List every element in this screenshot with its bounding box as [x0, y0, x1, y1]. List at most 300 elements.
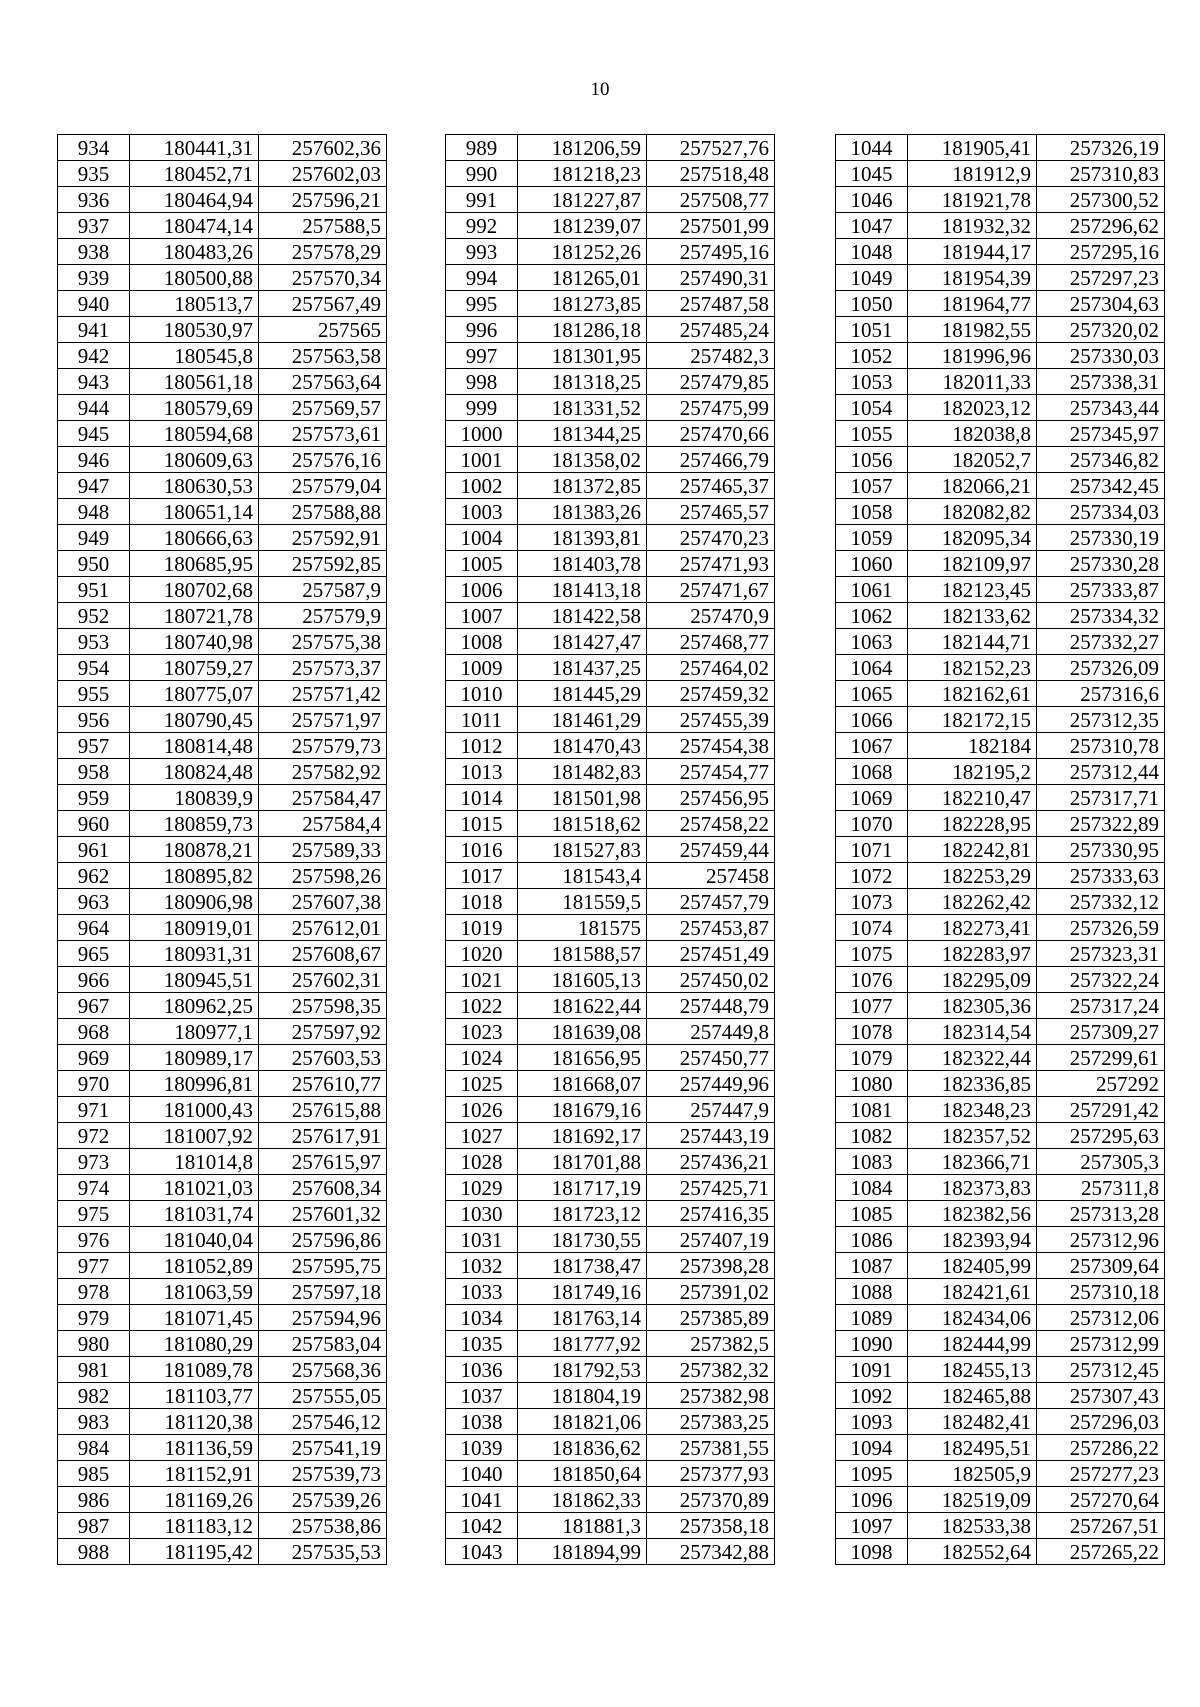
point-number-cell: 970: [58, 1071, 130, 1097]
x-coordinate-cell: 182314,54: [908, 1019, 1037, 1045]
point-number-cell: 945: [58, 421, 130, 447]
x-coordinate-cell: 181518,62: [518, 811, 647, 837]
x-coordinate-cell: 181437,25: [518, 655, 647, 681]
table-row: [58, 1357, 387, 1383]
table-row: [836, 655, 1165, 681]
x-coordinate-cell: 182162,61: [908, 681, 1037, 707]
x-coordinate-cell: 180977,1: [130, 1019, 259, 1045]
table-row: [446, 759, 775, 785]
point-number-cell: 1067: [836, 733, 908, 759]
table-row: [446, 473, 775, 499]
table-row: [836, 915, 1165, 941]
table-row: [836, 1045, 1165, 1071]
point-number-cell: 1084: [836, 1175, 908, 1201]
y-coordinate-cell: 257598,35: [259, 993, 387, 1019]
y-coordinate-cell: 257343,44: [1037, 395, 1165, 421]
x-coordinate-cell: 181007,92: [130, 1123, 259, 1149]
x-coordinate-cell: 180824,48: [130, 759, 259, 785]
y-coordinate-cell: 257332,12: [1037, 889, 1165, 915]
table-row: [836, 187, 1165, 213]
y-coordinate-cell: 257596,21: [259, 187, 387, 213]
table-row: [58, 447, 387, 473]
y-coordinate-cell: 257602,36: [259, 135, 387, 161]
table-row: [836, 1149, 1165, 1175]
x-coordinate-cell: 181000,43: [130, 1097, 259, 1123]
x-coordinate-cell: 180759,27: [130, 655, 259, 681]
table-row: [58, 473, 387, 499]
y-coordinate-cell: 257370,89: [647, 1487, 775, 1513]
y-coordinate-cell: 257310,18: [1037, 1279, 1165, 1305]
point-number-cell: 1031: [446, 1227, 518, 1253]
y-coordinate-cell: 257487,58: [647, 291, 775, 317]
table-row: [446, 1253, 775, 1279]
table-row: [836, 733, 1165, 759]
point-number-cell: 947: [58, 473, 130, 499]
x-coordinate-cell: 181605,13: [518, 967, 647, 993]
x-coordinate-cell: 182405,99: [908, 1253, 1037, 1279]
y-coordinate-cell: 257563,58: [259, 343, 387, 369]
table-row: [446, 447, 775, 473]
x-coordinate-cell: 182011,33: [908, 369, 1037, 395]
table-row: [446, 863, 775, 889]
x-coordinate-cell: 181717,19: [518, 1175, 647, 1201]
x-coordinate-cell: 181052,89: [130, 1253, 259, 1279]
y-coordinate-cell: 257334,03: [1037, 499, 1165, 525]
point-number-cell: 1098: [836, 1539, 908, 1565]
y-coordinate-cell: 257579,73: [259, 733, 387, 759]
table-row: [836, 1409, 1165, 1435]
y-coordinate-cell: 257541,19: [259, 1435, 387, 1461]
y-coordinate-cell: 257320,02: [1037, 317, 1165, 343]
x-coordinate-cell: 181575: [518, 915, 647, 941]
y-coordinate-cell: 257546,12: [259, 1409, 387, 1435]
x-coordinate-cell: 182382,56: [908, 1201, 1037, 1227]
point-number-cell: 991: [446, 187, 518, 213]
x-coordinate-cell: 182152,23: [908, 655, 1037, 681]
x-coordinate-cell: 182253,29: [908, 863, 1037, 889]
table-row: [446, 1487, 775, 1513]
table-row: [58, 603, 387, 629]
table-row: [836, 577, 1165, 603]
x-coordinate-cell: 182023,12: [908, 395, 1037, 421]
y-coordinate-cell: 257582,92: [259, 759, 387, 785]
x-coordinate-cell: 182273,41: [908, 915, 1037, 941]
x-coordinate-cell: 181543,4: [518, 863, 647, 889]
table-row: [446, 1357, 775, 1383]
y-coordinate-cell: 257295,16: [1037, 239, 1165, 265]
table-row: [58, 343, 387, 369]
table-row: [446, 1175, 775, 1201]
point-number-cell: 1095: [836, 1461, 908, 1487]
y-coordinate-cell: 257292: [1037, 1071, 1165, 1097]
x-coordinate-cell: 180441,31: [130, 135, 259, 161]
x-coordinate-cell: 182195,2: [908, 759, 1037, 785]
point-number-cell: 1024: [446, 1045, 518, 1071]
table-row: [58, 863, 387, 889]
table-row: [446, 1227, 775, 1253]
table-row: [446, 1019, 775, 1045]
point-number-cell: 1074: [836, 915, 908, 941]
table-row: [836, 889, 1165, 915]
x-coordinate-cell: 181120,38: [130, 1409, 259, 1435]
point-number-cell: 1015: [446, 811, 518, 837]
y-coordinate-cell: 257296,62: [1037, 213, 1165, 239]
table-row: [446, 213, 775, 239]
y-coordinate-cell: 257565: [259, 317, 387, 343]
table-row: [446, 1045, 775, 1071]
point-number-cell: 959: [58, 785, 130, 811]
x-coordinate-cell: 180702,68: [130, 577, 259, 603]
x-coordinate-cell: 182552,64: [908, 1539, 1037, 1565]
x-coordinate-cell: 181749,16: [518, 1279, 647, 1305]
table-row: [446, 577, 775, 603]
y-coordinate-cell: 257583,04: [259, 1331, 387, 1357]
x-coordinate-cell: 181881,3: [518, 1513, 647, 1539]
y-coordinate-cell: 257482,3: [647, 343, 775, 369]
table-row: [58, 967, 387, 993]
y-coordinate-cell: 257299,61: [1037, 1045, 1165, 1071]
point-number-cell: 938: [58, 239, 130, 265]
x-coordinate-cell: 182228,95: [908, 811, 1037, 837]
x-coordinate-cell: 182305,36: [908, 993, 1037, 1019]
y-coordinate-cell: 257579,9: [259, 603, 387, 629]
x-coordinate-cell: 181954,39: [908, 265, 1037, 291]
y-coordinate-cell: 257607,38: [259, 889, 387, 915]
table-row: [58, 707, 387, 733]
x-coordinate-cell: 180464,94: [130, 187, 259, 213]
table-row: [446, 1149, 775, 1175]
x-coordinate-cell: 181071,45: [130, 1305, 259, 1331]
y-coordinate-cell: 257300,52: [1037, 187, 1165, 213]
y-coordinate-cell: 257468,77: [647, 629, 775, 655]
x-coordinate-cell: 180962,25: [130, 993, 259, 1019]
y-coordinate-cell: 257608,34: [259, 1175, 387, 1201]
table-row: [58, 1019, 387, 1045]
y-coordinate-cell: 257563,64: [259, 369, 387, 395]
x-coordinate-cell: 182295,09: [908, 967, 1037, 993]
y-coordinate-cell: 257459,32: [647, 681, 775, 707]
y-coordinate-cell: 257539,73: [259, 1461, 387, 1487]
y-coordinate-cell: 257322,89: [1037, 811, 1165, 837]
y-coordinate-cell: 257617,91: [259, 1123, 387, 1149]
y-coordinate-cell: 257346,82: [1037, 447, 1165, 473]
x-coordinate-cell: 181344,25: [518, 421, 647, 447]
x-coordinate-cell: 182144,71: [908, 629, 1037, 655]
y-coordinate-cell: 257312,06: [1037, 1305, 1165, 1331]
x-coordinate-cell: 181692,17: [518, 1123, 647, 1149]
x-coordinate-cell: 181286,18: [518, 317, 647, 343]
x-coordinate-cell: 181862,33: [518, 1487, 647, 1513]
y-coordinate-cell: 257596,86: [259, 1227, 387, 1253]
y-coordinate-cell: 257322,24: [1037, 967, 1165, 993]
y-coordinate-cell: 257475,99: [647, 395, 775, 421]
point-number-cell: 934: [58, 135, 130, 161]
point-number-cell: 1076: [836, 967, 908, 993]
y-coordinate-cell: 257485,24: [647, 317, 775, 343]
y-coordinate-cell: 257538,86: [259, 1513, 387, 1539]
point-number-cell: 1087: [836, 1253, 908, 1279]
y-coordinate-cell: 257573,37: [259, 655, 387, 681]
table-row: [446, 187, 775, 213]
x-coordinate-cell: 182172,15: [908, 707, 1037, 733]
x-coordinate-cell: 181301,95: [518, 343, 647, 369]
table-row: [446, 525, 775, 551]
point-number-cell: 1065: [836, 681, 908, 707]
y-coordinate-cell: 257382,98: [647, 1383, 775, 1409]
y-coordinate-cell: 257602,03: [259, 161, 387, 187]
y-coordinate-cell: 257297,23: [1037, 265, 1165, 291]
table-row: [446, 681, 775, 707]
x-coordinate-cell: 181383,26: [518, 499, 647, 525]
point-number-cell: 1032: [446, 1253, 518, 1279]
table-row: [58, 837, 387, 863]
table-row: [836, 265, 1165, 291]
x-coordinate-cell: 181014,8: [130, 1149, 259, 1175]
point-number-cell: 1048: [836, 239, 908, 265]
x-coordinate-cell: 181482,83: [518, 759, 647, 785]
table-row: [446, 291, 775, 317]
x-coordinate-cell: 181021,03: [130, 1175, 259, 1201]
point-number-cell: 1058: [836, 499, 908, 525]
y-coordinate-cell: 257465,37: [647, 473, 775, 499]
point-number-cell: 1080: [836, 1071, 908, 1097]
y-coordinate-cell: 257501,99: [647, 213, 775, 239]
table-row: [836, 343, 1165, 369]
table-row: [58, 525, 387, 551]
point-number-cell: 1086: [836, 1227, 908, 1253]
y-coordinate-cell: 257323,31: [1037, 941, 1165, 967]
table-row: [446, 135, 775, 161]
y-coordinate-cell: 257310,78: [1037, 733, 1165, 759]
table-row: [836, 1513, 1165, 1539]
y-coordinate-cell: 257568,36: [259, 1357, 387, 1383]
x-coordinate-cell: 181656,95: [518, 1045, 647, 1071]
table-row: [58, 759, 387, 785]
table-row: [836, 135, 1165, 161]
table-row: [58, 1279, 387, 1305]
x-coordinate-cell: 181912,9: [908, 161, 1037, 187]
point-number-cell: 943: [58, 369, 130, 395]
y-coordinate-cell: 257448,79: [647, 993, 775, 1019]
table-row: [836, 161, 1165, 187]
y-coordinate-cell: 257307,43: [1037, 1383, 1165, 1409]
point-number-cell: 954: [58, 655, 130, 681]
y-coordinate-cell: 257535,53: [259, 1539, 387, 1565]
point-number-cell: 939: [58, 265, 130, 291]
point-number-cell: 976: [58, 1227, 130, 1253]
point-number-cell: 979: [58, 1305, 130, 1331]
point-number-cell: 1078: [836, 1019, 908, 1045]
point-number-cell: 1092: [836, 1383, 908, 1409]
x-coordinate-cell: 181393,81: [518, 525, 647, 551]
x-coordinate-cell: 182421,61: [908, 1279, 1037, 1305]
y-coordinate-cell: 257296,03: [1037, 1409, 1165, 1435]
y-coordinate-cell: 257416,35: [647, 1201, 775, 1227]
table-row: [836, 473, 1165, 499]
point-number-cell: 1002: [446, 473, 518, 499]
table-row: [836, 681, 1165, 707]
table-row: [836, 291, 1165, 317]
x-coordinate-cell: 181527,83: [518, 837, 647, 863]
table-row: [836, 395, 1165, 421]
x-coordinate-cell: 180609,63: [130, 447, 259, 473]
point-number-cell: 999: [446, 395, 518, 421]
y-coordinate-cell: 257382,32: [647, 1357, 775, 1383]
point-number-cell: 1055: [836, 421, 908, 447]
table-row: [446, 1461, 775, 1487]
x-coordinate-cell: 181403,78: [518, 551, 647, 577]
table-row: [836, 369, 1165, 395]
point-number-cell: 1034: [446, 1305, 518, 1331]
point-number-cell: 937: [58, 213, 130, 239]
table-row: [446, 369, 775, 395]
y-coordinate-cell: 257312,45: [1037, 1357, 1165, 1383]
y-coordinate-cell: 257571,97: [259, 707, 387, 733]
y-coordinate-cell: 257398,28: [647, 1253, 775, 1279]
table-row: [58, 1097, 387, 1123]
table-row: [446, 967, 775, 993]
point-number-cell: 1077: [836, 993, 908, 1019]
y-coordinate-cell: 257615,97: [259, 1149, 387, 1175]
point-number-cell: 980: [58, 1331, 130, 1357]
table-row: [836, 967, 1165, 993]
point-number-cell: 971: [58, 1097, 130, 1123]
y-coordinate-cell: 257457,79: [647, 889, 775, 915]
table-row: [446, 317, 775, 343]
x-coordinate-cell: 181031,74: [130, 1201, 259, 1227]
table-row: [836, 1383, 1165, 1409]
table-row: [58, 1409, 387, 1435]
x-coordinate-cell: 181996,96: [908, 343, 1037, 369]
y-coordinate-cell: 257312,35: [1037, 707, 1165, 733]
x-coordinate-cell: 180945,51: [130, 967, 259, 993]
table-row: [58, 915, 387, 941]
point-number-cell: 1094: [836, 1435, 908, 1461]
y-coordinate-cell: 257455,39: [647, 707, 775, 733]
x-coordinate-cell: 180579,69: [130, 395, 259, 421]
table-row: [446, 837, 775, 863]
point-number-cell: 960: [58, 811, 130, 837]
table-row: [836, 707, 1165, 733]
table-row: [836, 447, 1165, 473]
y-coordinate-cell: 257342,88: [647, 1539, 775, 1565]
table-row: [446, 1539, 775, 1565]
y-coordinate-cell: 257450,77: [647, 1045, 775, 1071]
y-coordinate-cell: 257443,19: [647, 1123, 775, 1149]
point-number-cell: 1090: [836, 1331, 908, 1357]
point-number-cell: 1072: [836, 863, 908, 889]
table-row: [58, 941, 387, 967]
point-number-cell: 1004: [446, 525, 518, 551]
x-coordinate-cell: 181063,59: [130, 1279, 259, 1305]
x-coordinate-cell: 182262,42: [908, 889, 1037, 915]
table-row: [446, 499, 775, 525]
x-coordinate-cell: 182505,9: [908, 1461, 1037, 1487]
y-coordinate-cell: 257584,4: [259, 811, 387, 837]
table-row: [836, 1331, 1165, 1357]
x-coordinate-cell: 181836,62: [518, 1435, 647, 1461]
x-coordinate-cell: 181932,32: [908, 213, 1037, 239]
point-number-cell: 1001: [446, 447, 518, 473]
table-row: [446, 993, 775, 1019]
y-coordinate-cell: 257277,23: [1037, 1461, 1165, 1487]
x-coordinate-cell: 182283,97: [908, 941, 1037, 967]
y-coordinate-cell: 257333,63: [1037, 863, 1165, 889]
point-number-cell: 972: [58, 1123, 130, 1149]
point-number-cell: 985: [58, 1461, 130, 1487]
y-coordinate-cell: 257464,02: [647, 655, 775, 681]
x-coordinate-cell: 181668,07: [518, 1071, 647, 1097]
x-coordinate-cell: 180685,95: [130, 551, 259, 577]
x-coordinate-cell: 180895,82: [130, 863, 259, 889]
y-coordinate-cell: 257490,31: [647, 265, 775, 291]
table-row: [836, 1279, 1165, 1305]
point-number-cell: 1006: [446, 577, 518, 603]
y-coordinate-cell: 257330,95: [1037, 837, 1165, 863]
table-row: [446, 655, 775, 681]
y-coordinate-cell: 257333,87: [1037, 577, 1165, 603]
point-number-cell: 1028: [446, 1149, 518, 1175]
y-coordinate-cell: 257313,28: [1037, 1201, 1165, 1227]
point-number-cell: 1035: [446, 1331, 518, 1357]
x-coordinate-cell: 181413,18: [518, 577, 647, 603]
x-coordinate-cell: 181559,5: [518, 889, 647, 915]
y-coordinate-cell: 257612,01: [259, 915, 387, 941]
table-row: [58, 1461, 387, 1487]
y-coordinate-cell: 257479,85: [647, 369, 775, 395]
y-coordinate-cell: 257608,67: [259, 941, 387, 967]
point-number-cell: 936: [58, 187, 130, 213]
y-coordinate-cell: 257326,59: [1037, 915, 1165, 941]
y-coordinate-cell: 257508,77: [647, 187, 775, 213]
x-coordinate-cell: 182322,44: [908, 1045, 1037, 1071]
point-number-cell: 1042: [446, 1513, 518, 1539]
point-number-cell: 1062: [836, 603, 908, 629]
x-coordinate-cell: 181730,55: [518, 1227, 647, 1253]
table-row: [58, 239, 387, 265]
y-coordinate-cell: 257382,5: [647, 1331, 775, 1357]
x-coordinate-cell: 181639,08: [518, 1019, 647, 1045]
point-number-cell: 1053: [836, 369, 908, 395]
point-number-cell: 1033: [446, 1279, 518, 1305]
point-number-cell: 990: [446, 161, 518, 187]
x-coordinate-cell: 180931,31: [130, 941, 259, 967]
y-coordinate-cell: 257326,09: [1037, 655, 1165, 681]
point-number-cell: 962: [58, 863, 130, 889]
x-coordinate-cell: 182455,13: [908, 1357, 1037, 1383]
x-coordinate-cell: 181252,26: [518, 239, 647, 265]
x-coordinate-cell: 180594,68: [130, 421, 259, 447]
y-coordinate-cell: 257291,42: [1037, 1097, 1165, 1123]
x-coordinate-cell: 181701,88: [518, 1149, 647, 1175]
table-row: [836, 1175, 1165, 1201]
table-row: [836, 239, 1165, 265]
table-row: [836, 1227, 1165, 1253]
x-coordinate-cell: 182184: [908, 733, 1037, 759]
x-coordinate-cell: 182348,23: [908, 1097, 1037, 1123]
x-coordinate-cell: 181763,14: [518, 1305, 647, 1331]
table-row: [836, 1539, 1165, 1565]
x-coordinate-cell: 181982,55: [908, 317, 1037, 343]
y-coordinate-cell: 257270,64: [1037, 1487, 1165, 1513]
point-number-cell: 1007: [446, 603, 518, 629]
x-coordinate-cell: 181921,78: [908, 187, 1037, 213]
table-row: [58, 1487, 387, 1513]
table-row: [58, 629, 387, 655]
x-coordinate-cell: 181331,52: [518, 395, 647, 421]
x-coordinate-cell: 180530,97: [130, 317, 259, 343]
point-number-cell: 1030: [446, 1201, 518, 1227]
